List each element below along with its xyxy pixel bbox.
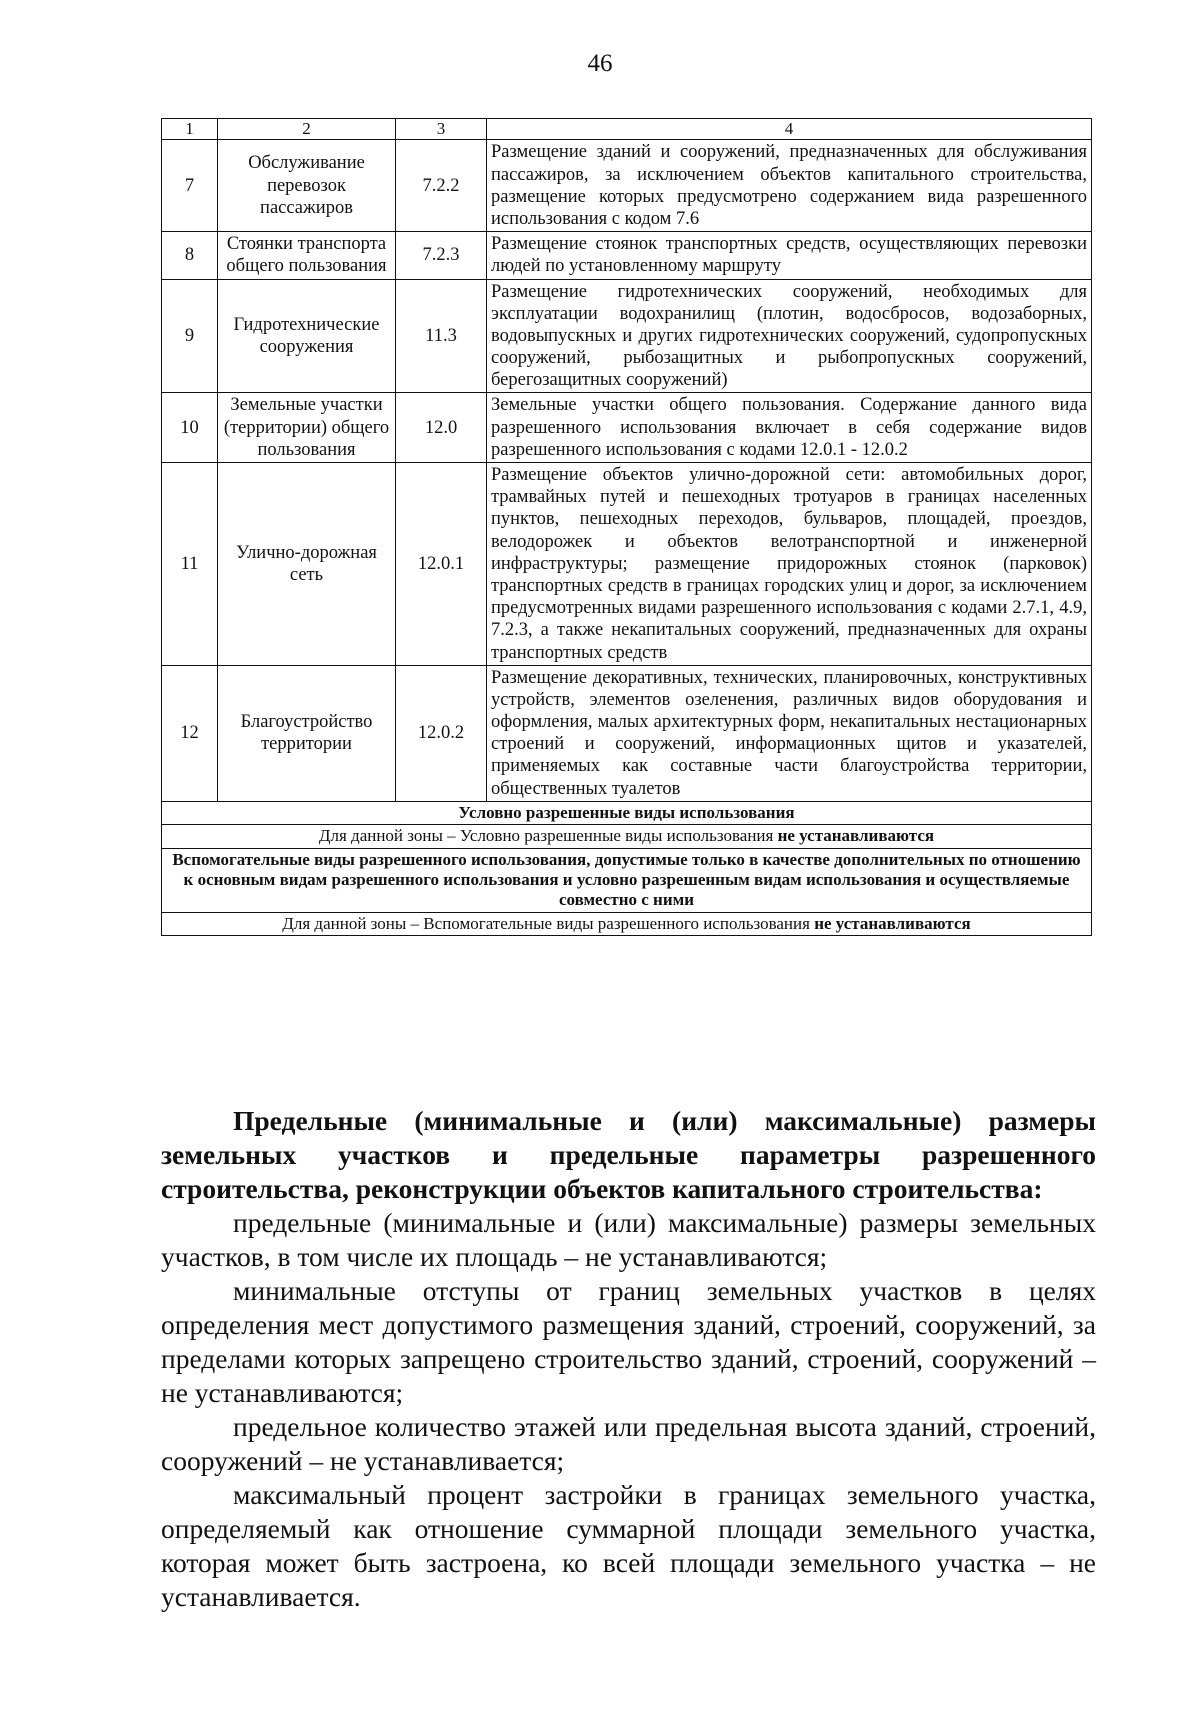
parameters-section xyxy=(161,1104,1096,1614)
auxiliary-uses-note xyxy=(162,912,1092,935)
paragraph: максимальный процент застройки в границах земельного участка, определяемый как отношение суммарной площади земельного участка, которая может быть застроена, ко всей площади земельного участка – не устанавливается. xyxy=(161,1479,1096,1612)
header-cell: 2 xyxy=(218,119,396,140)
table-row xyxy=(162,140,1092,232)
use-name: Улично-дорожная сеть xyxy=(218,463,396,666)
table-row xyxy=(162,279,1092,393)
row-number: 11 xyxy=(162,463,218,666)
conditional-note-emphasis: не устанавливаются xyxy=(777,826,935,846)
paragraph: минимальные отступы от границ земельных участков в целях определения мест допустимого размещения зданий, строений, сооружений, за пределами которых запрещено строительство зданий, строений, сооружений – не устанавливаются; xyxy=(161,1275,1096,1408)
use-code: 12.0 xyxy=(396,393,487,463)
use-description: Размещение зданий и сооружений, предназначенных для обслуживания пассажиров, за исключением объектов капитального строительства, размещение которых предусмотрено содержанием вида разрешенного использования с кодом 7.6 xyxy=(487,140,1092,232)
use-code: 7.2.3 xyxy=(396,232,487,279)
use-description: Размещение объектов улично-дорожной сети: автомобильных дорог, трамвайных путей и пешеходных тротуаров в границах населенных пунктов, пешеходных переходов, бульваров, площадей, проездов, велодорожек и объектов велотранспортной и инженерной инфраструктуры; размещение придорожных стоянок (парковок) транспортных средств в границах городских улиц и дорог, за исключением предусмотренных видами разрешенного использования с кодами 2.7.1, 4.9, 7.2.3, а также некапитальных сооружений, предназначенных для охраны транспортных средств xyxy=(487,463,1092,666)
use-description: Размещение декоративных, технических, планировочных, конструктивных устройств, элементов озеленения, различных видов оборудования и оформления, малых архитектурных форм, некапитальных нестационарных строений и сооружений, информационных щитов и указателей, применяемых как составные части благоустройства территории, общественных туалетов xyxy=(487,665,1092,801)
header-cell: 3 xyxy=(396,119,487,140)
conditional-uses-note-row xyxy=(162,825,1092,848)
use-code: 7.2.2 xyxy=(396,140,487,232)
paragraph: предельные (минимальные и (или) максимальные) размеры земельных участков, в том числе их площадь – не устанавливаются; xyxy=(161,1207,1096,1272)
table-row xyxy=(162,232,1092,279)
table-row xyxy=(162,463,1092,666)
paragraph: предельное количество этажей или предельная высота зданий, строений, сооружений – не устанавливается; xyxy=(161,1411,1096,1476)
use-code: 12.0.1 xyxy=(396,463,487,666)
use-code: 11.3 xyxy=(396,279,487,393)
land-use-table xyxy=(161,118,1092,936)
use-description: Земельные участки общего пользования. Содержание данного вида разрешенного использования включает в себя содержание видов разрешенного использования с кодами 12.0.1 - 12.0.2 xyxy=(487,393,1092,463)
use-name: Стоянки транспорта общего пользования xyxy=(218,232,396,279)
page-number: 46 xyxy=(587,50,613,77)
use-name: Благоустройство территории xyxy=(218,665,396,801)
use-name: Обслуживание перевозок пассажиров xyxy=(218,140,396,232)
conditional-uses-heading: Условно разрешенные виды использования xyxy=(162,801,1092,824)
row-number: 12 xyxy=(162,665,218,801)
row-number: 10 xyxy=(162,393,218,463)
auxiliary-note-emphasis: не устанавливаются xyxy=(814,913,971,933)
header-cell: 1 xyxy=(162,119,218,140)
header-cell: 4 xyxy=(487,119,1092,140)
conditional-note-prefix: Для данной зоны – Условно разрешенные виды использования xyxy=(318,826,778,846)
section-heading: Предельные (минимальные и (или) максимальные) размеры земельных участков и предельные параметры разрешенного строительства, реконструкции объектов капитального строительства: xyxy=(161,1105,1096,1204)
row-number: 8 xyxy=(162,232,218,279)
use-name: Гидротехнические сооружения xyxy=(218,279,396,393)
conditional-uses-heading-row xyxy=(162,801,1092,824)
use-code: 12.0.2 xyxy=(396,665,487,801)
table-header-row xyxy=(162,119,1092,140)
table-row xyxy=(162,393,1092,463)
auxiliary-uses-note-row xyxy=(162,912,1092,935)
auxiliary-uses-heading: Вспомогательные виды разрешенного использования, допустимые только в качестве дополнительных по отношению к основным видам разрешенного использования и условно разрешенным видам использования и осуществляемые совместно с ними xyxy=(162,848,1092,912)
row-number: 7 xyxy=(162,140,218,232)
use-description: Размещение гидротехнических сооружений, необходимых для эксплуатации водохранилищ (плотин, водосбросов, водозаборных, водовыпускных и других гидротехнических сооружений, судопропускных сооружений, рыбозащитных и рыбопропускных сооружений, берегозащитных сооружений) xyxy=(487,279,1092,393)
conditional-uses-note xyxy=(162,825,1092,848)
auxiliary-uses-heading-row xyxy=(162,848,1092,912)
use-description: Размещение стоянок транспортных средств, осуществляющих перевозки людей по установленному маршруту xyxy=(487,232,1092,279)
table-row xyxy=(162,665,1092,801)
use-name: Земельные участки (территории) общего пользования xyxy=(218,393,396,463)
auxiliary-note-prefix: Для данной зоны – Вспомогательные виды разрешенного использования xyxy=(282,913,815,933)
row-number: 9 xyxy=(162,279,218,393)
